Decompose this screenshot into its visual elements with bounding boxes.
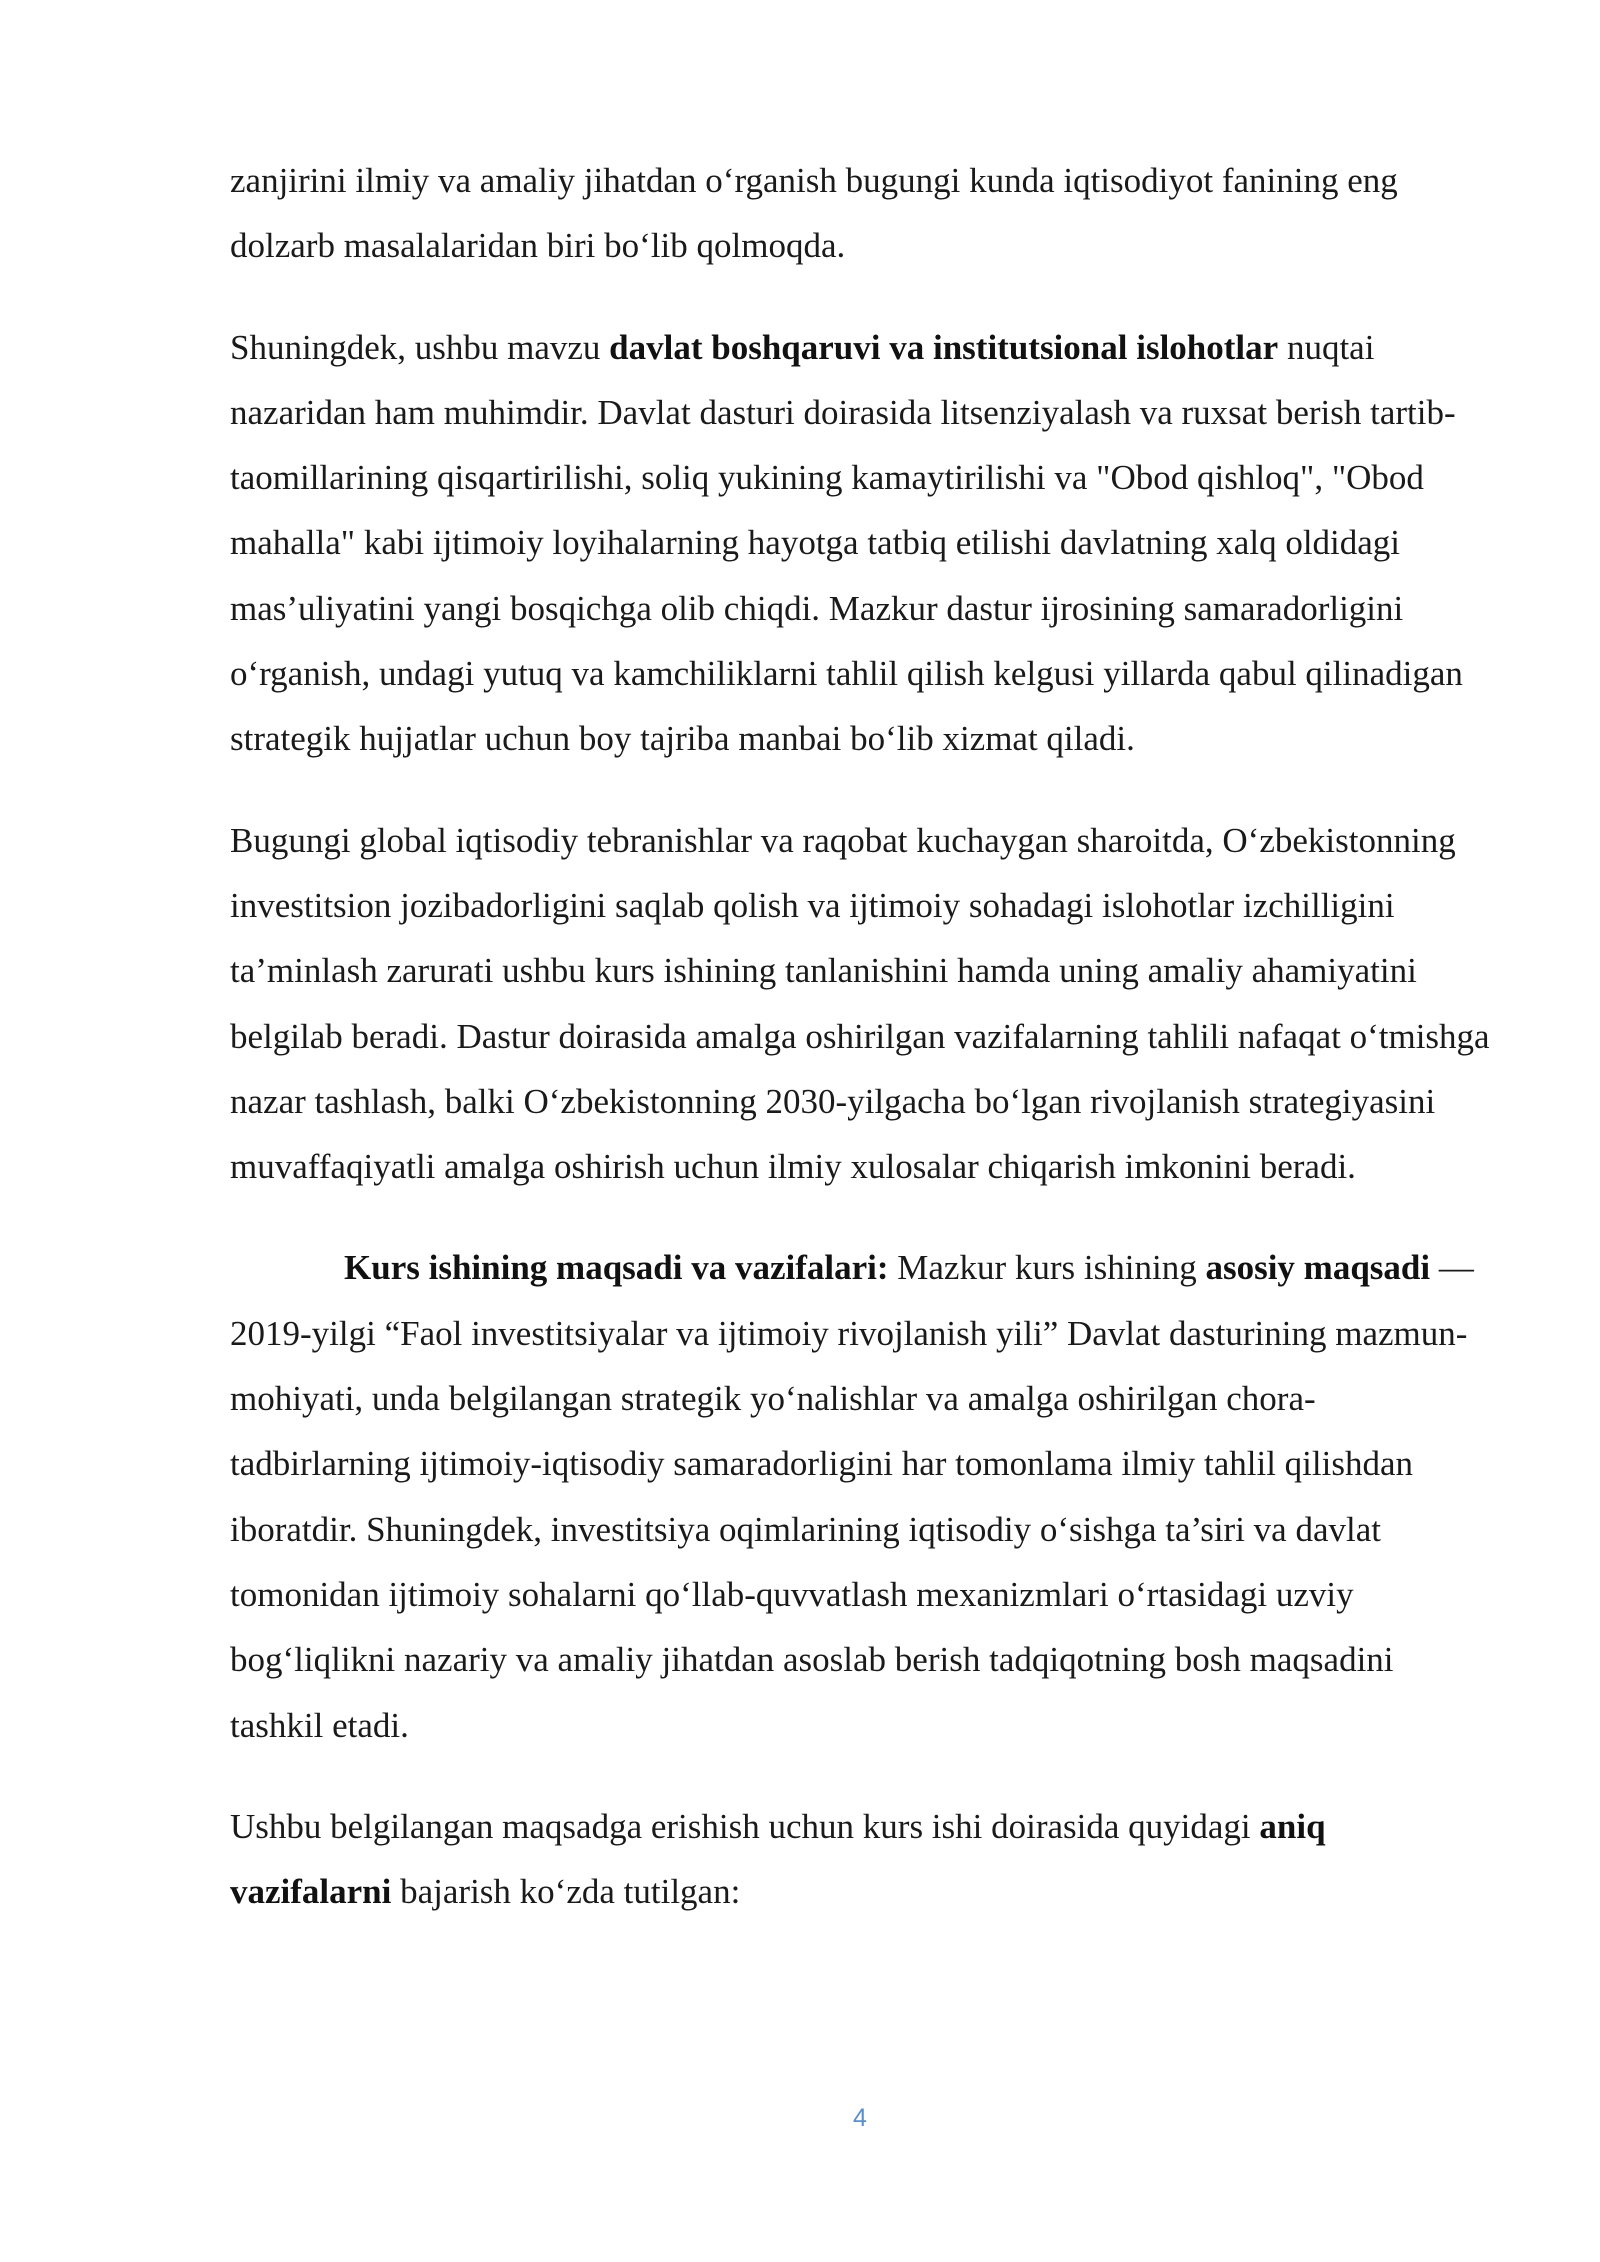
paragraph-2	[230, 315, 1492, 772]
text-segment: Mazkur kurs ishining	[888, 1248, 1206, 1288]
bold-phrase: davlat boshqaruvi va institutsional islohotlar	[609, 327, 1279, 367]
text-segment: zanjirini ilmiy va amaliy jihatdan o‘rganish bugungi kunda iqtisodiyot fanining eng dolzarb masalalaridan biri bo‘lib qolmoqda.	[230, 161, 1398, 266]
text-segment: Shuningdek, ushbu mavzu	[230, 327, 610, 367]
text-segment: nuqtai nazaridan ham muhimdir. Davlat dasturi doirasida litsenziyalash va ruxsat berish tartib-taomillarining qisqartirilishi, soliq yukining kamaytirilishi va "Obod qishloq", "Obod mahalla" kabi ijtimoiy loyihalarning hayotga tatbiq etilishi davlatning xalq oldidagi mas’uliyatini yangi bosqichga olib chiqdi. Mazkur dastur ijrosining samaradorligini o‘rganish, undagi yutuq va kamchiliklarni tahlil qilish kelgusi yillarda qabul qilinadigan strategik hujjatlar uchun boy tajriba manbai bo‘lib xizmat qiladi.	[230, 327, 1463, 759]
paragraph-5	[230, 1794, 1492, 1925]
text-segment: Bugungi global iqtisodiy tebranishlar va raqobat kuchaygan sharoitda, O‘zbekistonning investitsion jozibadorligini saqlab qolish va ijtimoiy sohadagi islohotlar izchilligini ta’minlash zarurati ushbu kurs ishining tanlanishini hamda uning amaliy ahamiyatini belgilab beradi. Dastur doirasida amalga oshirilgan vazifalarning tahlili nafaqat o‘tmishga nazar tashlash, balki O‘zbekistonning 2030-yilgacha bo‘lgan rivojlanish strategiyasini muvaffaqiyatli amalga oshirish uchun ilmiy xulosalar chiqarish imkonini beradi.	[230, 820, 1490, 1187]
bold-phrase: aniq vazifalarni	[230, 1806, 1326, 1912]
document-body	[230, 148, 1492, 1960]
paragraph-1	[230, 148, 1492, 279]
section-heading-inline: Kurs ishining maqsadi va vazifalari:	[344, 1248, 889, 1288]
page-number: 4	[853, 2104, 867, 2132]
text-segment: Ushbu belgilangan maqsadga erishish uchun kurs ishi doirasida quyidagi	[230, 1806, 1260, 1846]
paragraph-4	[230, 1235, 1492, 1757]
text-segment: — 2019-yilgi “Faol investitsiyalar va ijtimoiy rivojlanish yili” Davlat dasturining mazmun-mohiyati, unda belgilangan strategik yo‘nalishlar va amalga oshirilgan chora-tadbirlarning ijtimoiy-iqtisodiy samaradorligini har tomonlama ilmiy tahlil qilishdan iboratdir. Shuningdek, investitsiya oqimlarining iqtisodiy o‘sishga ta’siri va davlat tomonidan ijtimoiy sohalarni qo‘llab-quvvatlash mexanizmlari o‘rtasidagi uzviy bog‘liqlikni nazariy va amaliy jihatdan asoslab berish tadqiqotning bosh maqsadini tashkil etadi.	[230, 1248, 1474, 1745]
bold-phrase: asosiy maqsadi	[1205, 1248, 1431, 1288]
paragraph-3	[230, 808, 1492, 1200]
text-segment: bajarish ko‘zda tutilgan:	[391, 1872, 741, 1912]
